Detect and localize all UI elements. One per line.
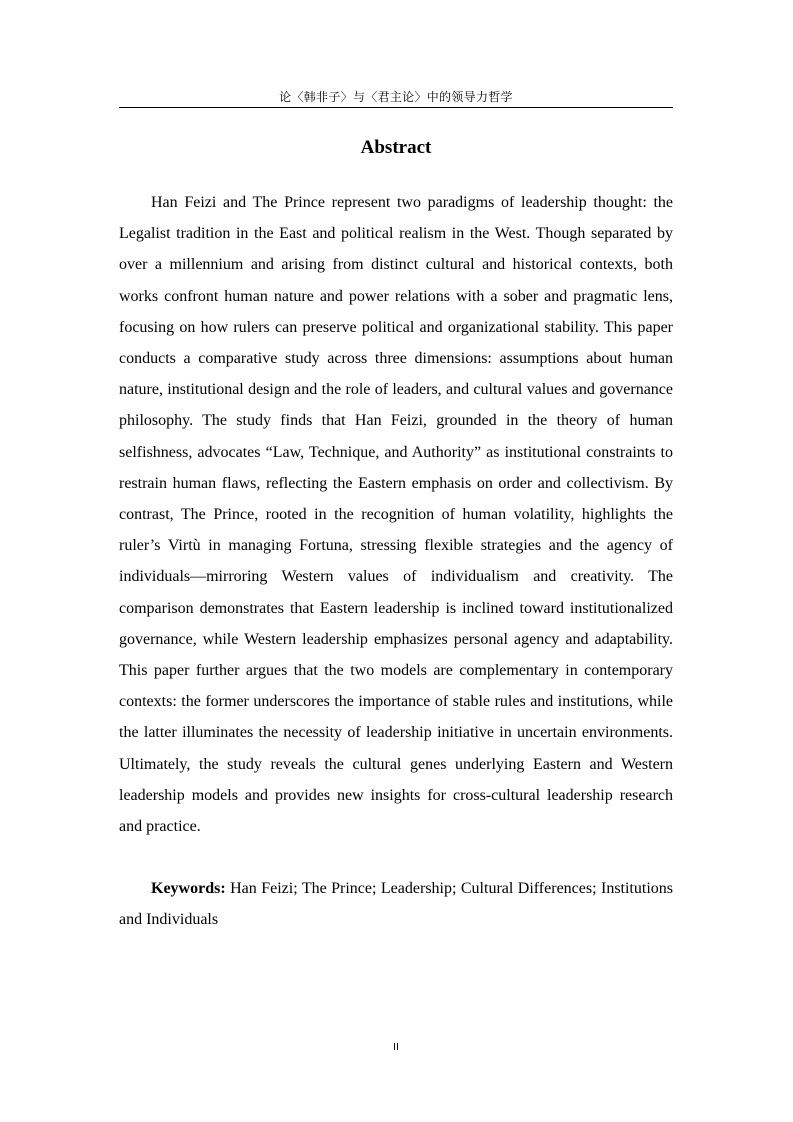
header-divider <box>119 107 673 108</box>
running-header: 论〈韩非子〉与〈君主论〉中的领导力哲学 <box>279 90 513 104</box>
keywords-paragraph <box>119 873 673 935</box>
abstract-heading: Abstract <box>360 137 432 158</box>
keywords-text: Han Feizi; The Prince; Leadership; Cultural Differences; Institutions and Individuals <box>119 880 673 929</box>
abstract-paragraph: Han Feizi and The Prince represent two paradigms of leadership thought: the Legalist tradition in the East and political realism in the West. Though separated by over a millennium and arising from distinct cultural and historical contexts, both works confront human nature and power relations with a sober and pragmatic lens, focusing on how rulers can preserve political and organizational stability. This paper conducts a comparative study across three dimensions: assumptions about human nature, institutional design and the role of leaders, and cultural values and governance philosophy. The study finds that Han Feizi, grounded in the theory of human selfishness, advocates “Law, Technique, and Authority” as institutional constraints to restrain human flaws, reflecting the Eastern emphasis on order and collectivism. By contrast, The Prince, rooted in the recognition of human volatility, highlights the ruler’s Virtù in managing Fortuna, stressing flexible strategies and the agency of individuals—mirroring Western values of individualism and creativity. The comparison demonstrates that Eastern leadership is inclined toward institutionalized governance, while Western leadership emphasizes personal agency and adaptability. This paper further argues that the two models are complementary in contemporary contexts: the former underscores the importance of stable rules and institutions, while the latter illuminates the necessity of leadership initiative in uncertain environments. Ultimately, the study reveals the cultural genes underlying Eastern and Western leadership models and provides new insights for cross-cultural leadership research and practice. <box>119 194 673 836</box>
page-number: II <box>393 1042 399 1053</box>
keywords-label: Keywords: <box>151 880 226 897</box>
